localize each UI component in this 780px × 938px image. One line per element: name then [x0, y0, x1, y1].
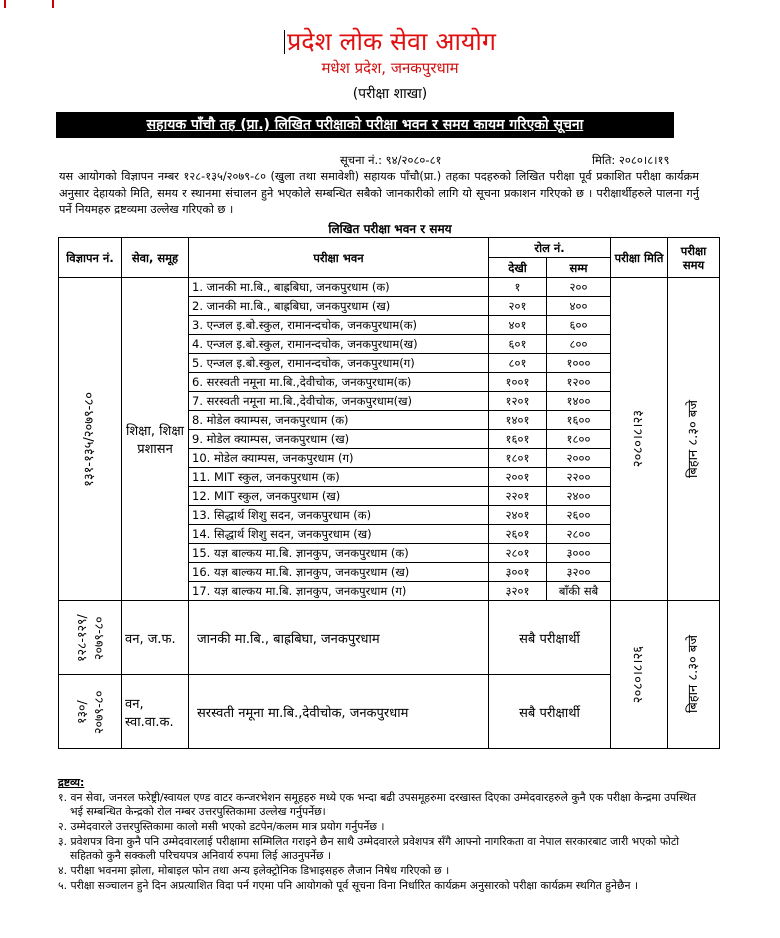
- service-cell: वन, स्वा.वा.क.: [122, 675, 189, 749]
- adv-cell: [59, 675, 122, 749]
- col-header-roll: रोल नं.: [489, 238, 611, 258]
- roll-to: २२००: [547, 468, 611, 487]
- notes-heading: द्रष्टव्य:: [58, 776, 85, 789]
- schedule-table: [58, 237, 720, 749]
- col-header-time: परीक्षा समय: [668, 238, 720, 278]
- roll-from: १८०१: [489, 449, 547, 468]
- exam-center: सरस्वती नमूना मा.बि.,देवीचोक, जनकपुरधाम: [189, 675, 489, 749]
- exam-date: २०८०।८।२३: [631, 410, 647, 468]
- note-item: १. वन सेवा, जनरल फरेष्ट्री/स्वायल एण्ड वाटर कन्जरभेशन समूहहरु मध्ये एक भन्दा बढी उपसमूहरुमा दरखास्त दिएका उम्मेदवारहरुले कुनै एक परीक्षा केन्द्रमा उपस्थित भई सम्बन्धित केन्द्रको रोल नम्बर उत्तरपुस्तिकामा उल्लेख गर्नुपर्नेछ।: [58, 791, 697, 818]
- group2-body: [59, 601, 720, 749]
- exam-center: 8. मोडेल क्याम्पस, जनकपुरधाम (क): [189, 411, 489, 430]
- roll-all: सबै परीक्षार्थी: [489, 675, 611, 749]
- roll-from: २०१: [489, 297, 547, 316]
- roll-from: ६०१: [489, 335, 547, 354]
- page-title: [0, 24, 780, 58]
- col-header-adv: विज्ञापन नं.: [59, 238, 122, 278]
- roll-to: ४००: [547, 297, 611, 316]
- exam-center: 6. सरस्वती नमूना मा.बि.,देवीचोक, जनकपुरधाम(क): [189, 373, 489, 392]
- notes-list: [58, 791, 708, 893]
- roll-from: १००१: [489, 373, 547, 392]
- exam-center: 11. MIT स्कुल, जनकपुरधाम (क): [189, 468, 489, 487]
- roll-to: ३०००: [547, 544, 611, 563]
- notice-ref: सूचना नं.: ९४/२०८०-८१: [340, 153, 442, 167]
- exam-center: 7. सरस्वती नमूना मा.बि.,देवीचोक, जनकपुरधाम(ख): [189, 392, 489, 411]
- roll-from: २६०१: [489, 525, 547, 544]
- note-item: ४. परीक्षा भवनमा झोला, मोबाइल फोन तथा अन्य इलेक्ट्रोनिक डिभाइसहरु लैजान निषेध गरिएको छ ।: [58, 864, 450, 877]
- exam-center: 15. यज्ञ बाल्कय मा.बि. ज्ञानकुप, जनकपुरधाम (क): [189, 544, 489, 563]
- roll-to: २६००: [547, 506, 611, 525]
- roll-from: २००१: [489, 468, 547, 487]
- roll-to: ६००: [547, 316, 611, 335]
- notes-section: [58, 776, 708, 894]
- roll-from: १: [489, 278, 547, 297]
- adv-number: १३१-१३५/२०७९-८०: [82, 391, 97, 487]
- exam-center: 14. सिद्धार्थ शिशु सदन, जनकपुरधाम (ख): [189, 525, 489, 544]
- adv-cell: [59, 601, 122, 675]
- text-cursor: [284, 30, 285, 54]
- roll-to: १६००: [547, 411, 611, 430]
- roll-to: २४००: [547, 487, 611, 506]
- exam-center: 1. जानकी मा.बि., बाह्रबिघा, जनकपुरधाम (क): [189, 278, 489, 297]
- roll-to: २००: [547, 278, 611, 297]
- roll-to: १०००: [547, 354, 611, 373]
- note-item: ३. प्रवेशपत्र विना कुनै पनि उम्मेदवारलाई परीक्षामा सम्मिलित गराइने छैन साथै उम्मेदवारले प्रवेशपत्र सँगै आफ्नो नागरिकता वा नेपाल सरकारबाट जारी भएको फोटो सहितको कुनै सक्कली परिचयपत्र अनिवार्य रुपमा लिई आउनुपर्नेछ ।: [58, 835, 680, 862]
- note-item: २. उम्मेदवारले उत्तरपुस्तिकामा कालो मसी भएको डटपेन/कलम मात्र प्रयोग गर्नुपर्नेछ ।: [58, 820, 385, 833]
- roll-to: २८००: [547, 525, 611, 544]
- roll-from: २२०१: [489, 487, 547, 506]
- exam-time-cell: [668, 278, 720, 601]
- corner-mark-left: [4, 0, 6, 8]
- intro-paragraph: यस आयोगको विज्ञापन नम्बर १२८-१३५/२०७९-८० (खुला तथा समावेशी) सहायक पाँचौ(प्रा.) तहका पदहरुको लिखित परीक्षा पूर्व प्रकाशित परीक्षा कार्यक्रम अनुसार देहायको मिति, समय र स्थानमा संचालन हुने भएकोले सम्बन्धित सबैको जानकारीको लागि यो सूचना प्रकाशन गरिएको छ । परीक्षार्थीहरुले पालना गर्नु पर्ने नियमहरु द्रष्टव्यमा उल्लेख गरिएको छ ।: [59, 170, 699, 216]
- page-subtitle: मधेश प्रदेश, जनकपुरधाम: [321, 59, 459, 77]
- section-label: (परीक्षा शाखा): [352, 86, 428, 102]
- roll-to: ३२००: [547, 563, 611, 582]
- col-header-date: परीक्षा मिति: [611, 238, 668, 278]
- roll-from: ३२०१: [489, 582, 547, 601]
- group1-body: [59, 278, 720, 601]
- roll-from: १२०१: [489, 392, 547, 411]
- roll-from: २४०१: [489, 506, 547, 525]
- roll-from: २८०१: [489, 544, 547, 563]
- roll-to: १२००: [547, 373, 611, 392]
- table-caption: लिखित परीक्षा भवन र समय: [328, 222, 452, 236]
- exam-time: बिहान ८.३० बजे: [685, 635, 701, 714]
- notice-date: मिति: २०८०।८।१९: [592, 153, 670, 167]
- exam-center: 17. यज्ञ बाल्कय मा.बि. ज्ञानकुप, जनकपुरधाम (ग): [189, 582, 489, 601]
- adv-number: १३०/ २०७९-८०: [74, 689, 106, 734]
- col-header-center: परीक्षा भवन: [189, 238, 489, 278]
- note-item: ५. परीक्षा सञ्चालन हुने दिन अप्रत्याशित विदा पर्न गएमा पनि आयोगको पूर्व सूचना विना निर्धारित कार्यक्रम अनुसारको परीक्षा कार्यक्रम स्थगित हुनेछैन ।: [58, 879, 639, 892]
- exam-center: 10. मोडेल क्याम्पस, जनकपुरधाम (ग): [189, 449, 489, 468]
- exam-center: 5. एन्जल इ.बो.स्कुल, रामानन्दचोक, जनकपुरधाम(ग): [189, 354, 489, 373]
- roll-to: २०००: [547, 449, 611, 468]
- exam-center: 9. मोडेल क्याम्पस, जनकपुरधाम (ख): [189, 430, 489, 449]
- roll-to: १४००: [547, 392, 611, 411]
- table-row: [59, 601, 720, 675]
- roll-to: बाँकी सबै: [547, 582, 611, 601]
- adv-cell: [59, 278, 122, 601]
- exam-center: 2. जानकी मा.बि., बाह्रबिघा, जनकपुरधाम (ख): [189, 297, 489, 316]
- notice-banner: सहायक पाँचौ तह (प्रा.) लिखित परीक्षाको परीक्षा भवन र समय कायम गरिएको सूचना: [56, 112, 674, 138]
- roll-from: १४०१: [489, 411, 547, 430]
- exam-center: 4. एन्जल इ.बो.स्कुल, रामानन्दचोक, जनकपुरधाम(ख): [189, 335, 489, 354]
- exam-center: जानकी मा.बि., बाह्रबिघा, जनकपुरधाम: [189, 601, 489, 675]
- exam-center: 13. सिद्धार्थ शिशु सदन, जनकपुरधाम (क): [189, 506, 489, 525]
- page-title-text: प्रदेश लोक सेवा आयोग: [287, 27, 496, 56]
- adv-number: १२८-१२९/ २०७९-८०: [74, 613, 106, 662]
- exam-date-cell: [611, 278, 668, 601]
- exam-time-cell: [668, 601, 720, 749]
- table-row: [59, 278, 720, 297]
- roll-from: ८०१: [489, 354, 547, 373]
- exam-date-cell: [611, 601, 668, 749]
- roll-to: १८००: [547, 430, 611, 449]
- roll-all: सबै परीक्षार्थी: [489, 601, 611, 675]
- col-header-roll-from: देखी: [489, 258, 547, 278]
- exam-center: 16. यज्ञ बाल्कय मा.बि. ज्ञानकुप, जनकपुरधाम (ख): [189, 563, 489, 582]
- roll-to: ८००: [547, 335, 611, 354]
- exam-date: २०८०।८।२६: [631, 645, 647, 704]
- exam-time: बिहान ८.३० बजे: [685, 399, 701, 479]
- exam-center: 3. एन्जल इ.बो.स्कुल, रामानन्दचोक, जनकपुरधाम(क): [189, 316, 489, 335]
- corner-mark-right: [52, 0, 54, 8]
- exam-center: 12. MIT स्कुल, जनकपुरधाम (ख): [189, 487, 489, 506]
- roll-from: ३००१: [489, 563, 547, 582]
- roll-from: १६०१: [489, 430, 547, 449]
- service-cell: शिक्षा, शिक्षा प्रशासन: [122, 278, 189, 601]
- service-cell: वन, ज.फ.: [122, 601, 189, 675]
- col-header-roll-to: सम्म: [547, 258, 611, 278]
- roll-from: ४०१: [489, 316, 547, 335]
- col-header-service: सेवा, समूह: [122, 238, 189, 278]
